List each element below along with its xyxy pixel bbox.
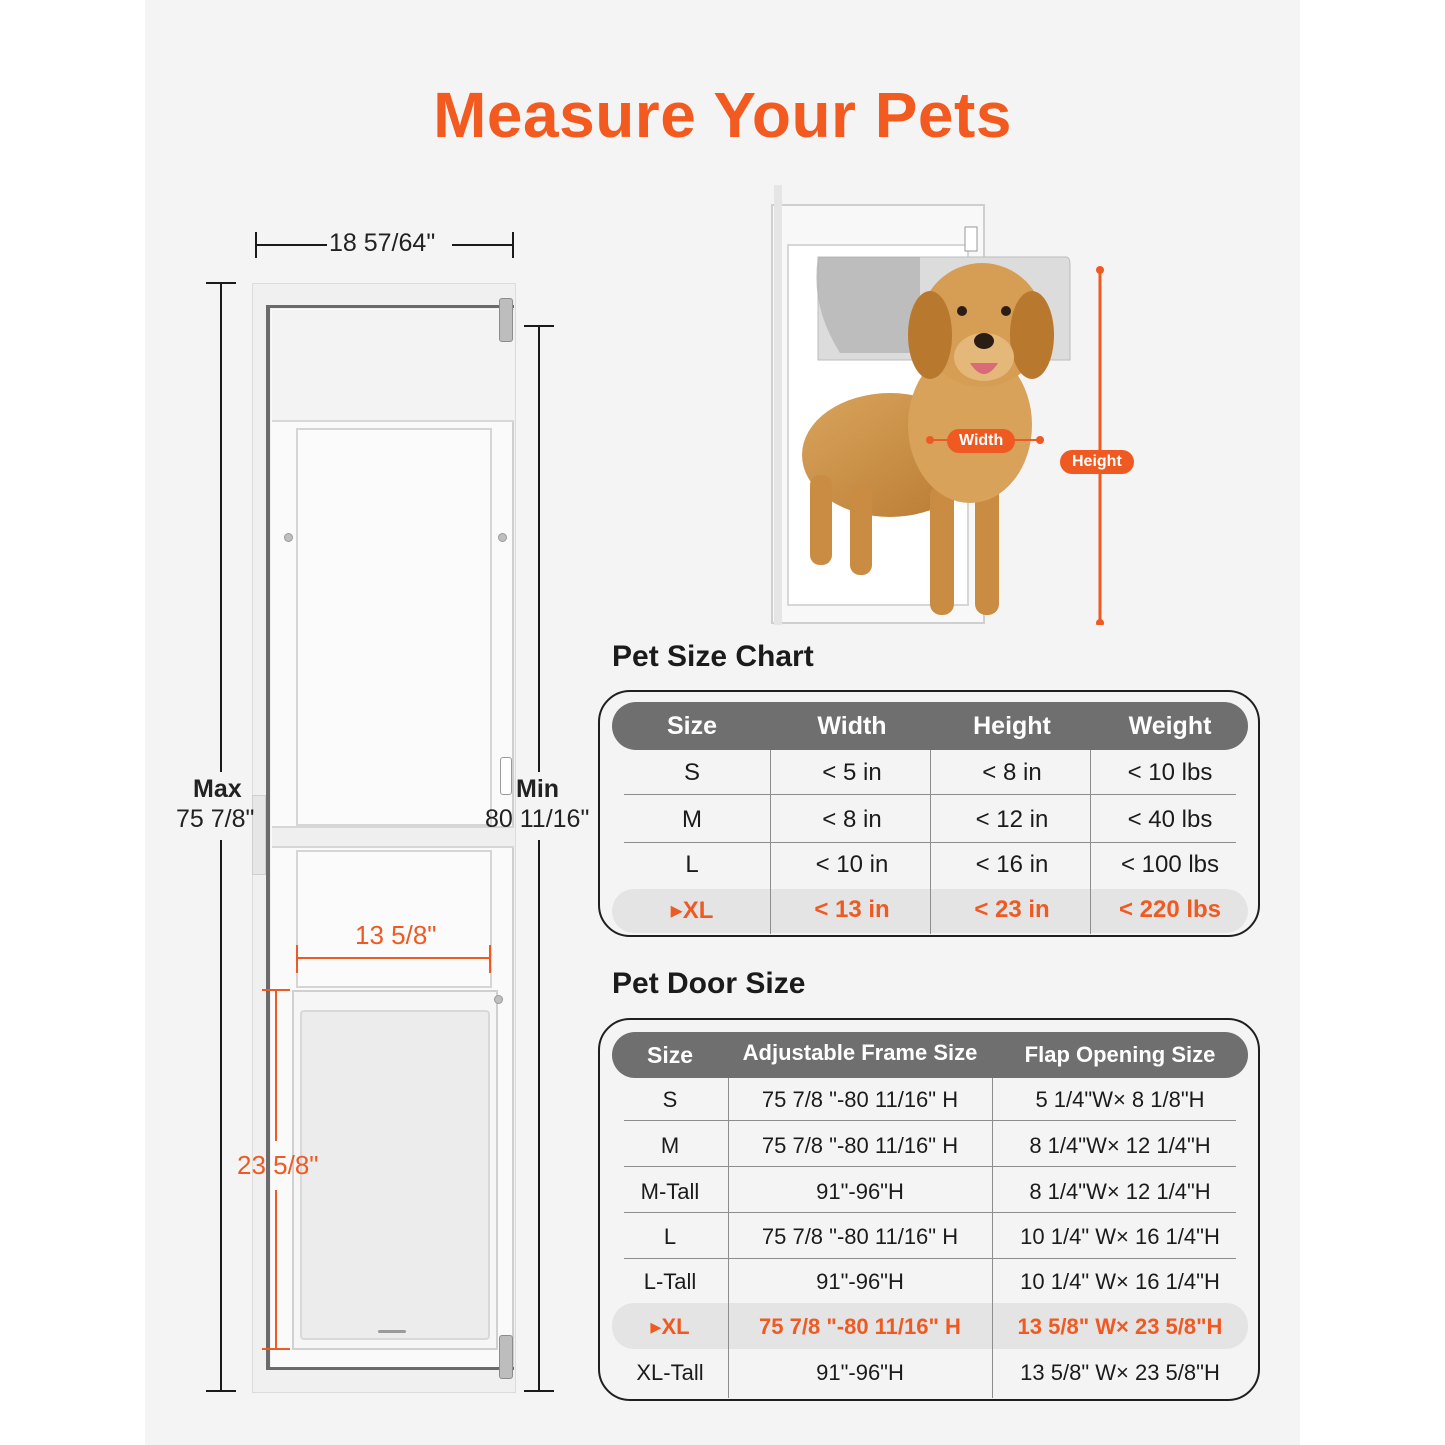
- table-cell: 13 5/8" W× 23 5/8"H: [1017, 1314, 1223, 1339]
- table-cell: < 10 lbs: [1127, 759, 1213, 786]
- table-cell: < 8 in: [822, 806, 882, 833]
- pet-door-size-title: Pet Door Size: [612, 967, 806, 1000]
- table-cell: 5 1/4"W× 8 1/8"H: [1035, 1087, 1205, 1112]
- table-cell: L: [685, 851, 699, 878]
- table-cell: < 220 lbs: [1118, 896, 1222, 923]
- flap-magnet-icon: [378, 1330, 406, 1333]
- table-cell: M-Tall: [640, 1179, 700, 1204]
- screw-icon: [498, 533, 507, 542]
- table-cell: < 23 in: [974, 896, 1050, 923]
- min-value: 80 11/16": [485, 805, 590, 833]
- table-cell: 75 7/8 "-80 11/16" H: [761, 1087, 959, 1112]
- pet-flap: [300, 1010, 490, 1340]
- pet-size-chart-title: Pet Size Chart: [612, 640, 814, 673]
- table-cell: 8 1/4"W× 12 1/4"H: [1029, 1133, 1211, 1158]
- header-frame-size: Adjustable Frame Size: [742, 1040, 978, 1065]
- min-label: Min: [516, 775, 560, 803]
- pet-size-chart-table: [598, 690, 1260, 937]
- header-flap-size: Flap Opening Size: [1024, 1042, 1216, 1067]
- bottom-hinge-icon: [499, 1335, 513, 1379]
- table-cell: 8 1/4"W× 12 1/4"H: [1029, 1179, 1211, 1204]
- header-weight: Weight: [1128, 712, 1212, 740]
- table-cell: 91"-96"H: [816, 1269, 904, 1294]
- flap-width-label: 13 5/8": [355, 920, 437, 950]
- table-cell: < 12 in: [975, 806, 1049, 833]
- door-seal-top: [266, 305, 514, 308]
- play-marker-icon: ▸: [670, 897, 683, 924]
- table-cell: S: [662, 1087, 678, 1112]
- table-cell: M: [660, 1133, 680, 1158]
- max-value: 75 7/8": [176, 805, 255, 833]
- door-mid-bar: [272, 826, 514, 848]
- header-height: Height: [973, 712, 1051, 740]
- door-upper-glass: [296, 428, 492, 826]
- table-cell: < 100 lbs: [1120, 851, 1220, 878]
- screw-icon: [284, 533, 293, 542]
- header-size: Size: [666, 712, 718, 740]
- table-cell: 75 7/8 "-80 11/16" H: [761, 1224, 959, 1249]
- table-cell: S: [683, 759, 700, 786]
- door-top-band: [272, 310, 514, 422]
- table-cell: 91"-96"H: [816, 1360, 904, 1385]
- table-cell: < 40 lbs: [1127, 806, 1213, 833]
- table-cell: < 13 in: [814, 896, 890, 923]
- door-seal-bottom: [266, 1367, 514, 1370]
- header-size: Size: [646, 1042, 694, 1068]
- screw-icon: [494, 995, 503, 1004]
- flap-height-label: 23 5/8": [237, 1150, 319, 1180]
- table-cell: L-Tall: [643, 1269, 697, 1294]
- dog-in-door-illustration: [770, 185, 1115, 625]
- table-cell: < 10 in: [815, 851, 889, 878]
- top-hinge-icon: [499, 298, 513, 342]
- door-seal-left: [266, 305, 270, 1370]
- door-lower-glass: [296, 850, 492, 988]
- pet-door-size-table: [598, 1018, 1260, 1401]
- table-cell: 91"-96"H: [816, 1179, 904, 1204]
- table-cell: 10 1/4" W× 16 1/4"H: [1020, 1269, 1220, 1294]
- play-marker-icon: ▸: [650, 1314, 662, 1339]
- table-cell: < 16 in: [975, 851, 1049, 878]
- table-cell: 75 7/8 "-80 11/16" H: [759, 1314, 961, 1339]
- table-cell: 10 1/4" W× 16 1/4"H: [1020, 1224, 1220, 1249]
- table-cell: < 8 in: [982, 759, 1042, 786]
- table-cell: M: [682, 806, 702, 833]
- highlight-size-cell: ▸XL: [670, 897, 714, 924]
- table-cell: 13 5/8" W× 23 5/8"H: [1020, 1360, 1220, 1385]
- door-width-label: 18 57/64": [329, 229, 436, 257]
- page-title: Measure Your Pets: [433, 79, 1012, 151]
- highlight-size-cell: ▸XL: [650, 1314, 690, 1339]
- table-cell: < 5 in: [822, 759, 882, 786]
- width-pill-label: Width: [947, 429, 1015, 453]
- header-width: Width: [817, 712, 887, 740]
- max-label: Max: [193, 775, 242, 803]
- table-cell: XL-Tall: [636, 1360, 704, 1385]
- door-latch-icon: [500, 757, 512, 795]
- table-cell: 75 7/8 "-80 11/16" H: [761, 1133, 959, 1158]
- height-pill-label: Height: [1060, 450, 1134, 474]
- table-cell: L: [663, 1224, 677, 1249]
